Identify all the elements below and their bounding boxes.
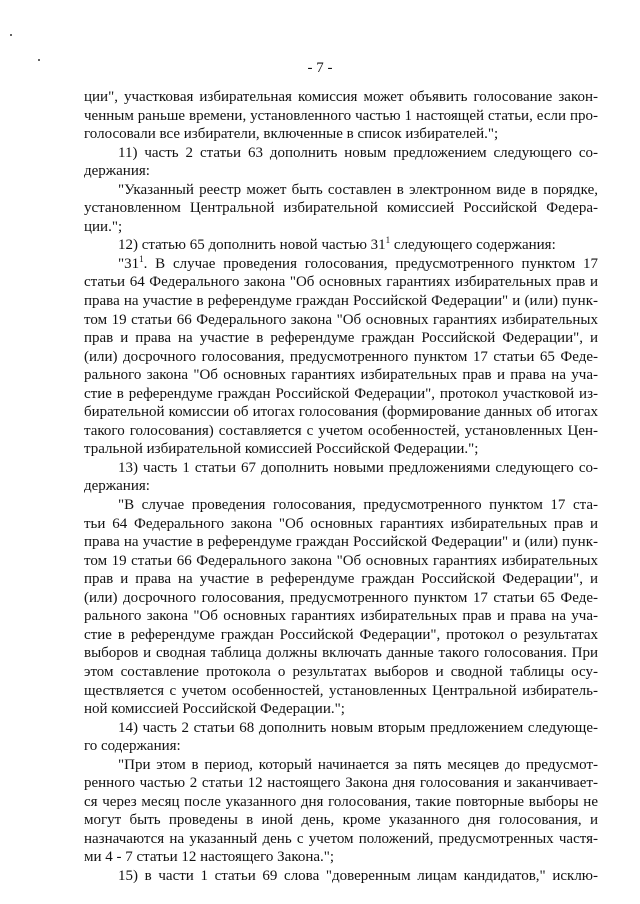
text-line: том 19 статьи 66 Федерального закона "Об основных гарантиях избирательных xyxy=(84,552,598,569)
text-line: (или) досрочного голосования, предусмотренного пунктом 17 статьи 65 Феде- xyxy=(84,589,598,606)
text-line: тральной избирательной комиссией Российской Федерации."; xyxy=(84,441,479,458)
text-line: прав и права на участие в референдуме граждан Российской Федерации", и xyxy=(84,571,598,588)
text-line: назначаются на указанный день с учетом положений, предусмотренных частя- xyxy=(84,830,598,847)
text-line: ной комиссией Российской Федерации."; xyxy=(84,701,345,718)
text-line: рального закона "Об основных гарантиях избирательных прав и права на уча- xyxy=(84,367,598,384)
superscript: 1 xyxy=(139,253,144,264)
text-line: права на участие в референдуме граждан Российской Федерации" и (или) пунк- xyxy=(84,293,598,310)
text-line xyxy=(84,236,598,255)
text-line: ренного частью 2 статьи 12 настоящего Закона дня голосования и заканчивает- xyxy=(84,775,598,792)
text-line: выборов и сводная таблица должны включать данные такого голосования. При xyxy=(84,645,598,662)
page-number: - 7 - xyxy=(307,60,333,76)
line-text: "31 xyxy=(118,255,140,272)
text-line: го содержания: xyxy=(84,738,181,755)
text-line: "Указанный реестр может быть составлен в электронном виде в порядке, xyxy=(118,181,598,198)
text-line: (или) досрочного голосования, предусмотренного пунктом 17 статьи 65 Феде- xyxy=(84,348,598,365)
text-line: 15) в части 1 статьи 69 слова "доверенным лицам кандидатов," исклю- xyxy=(118,867,598,884)
text-line: этом составление протокола о результатах выборов и сводной таблицы осу- xyxy=(84,663,598,680)
text-line: установленном Центральной избирательной комиссией Российской Федера- xyxy=(84,200,598,217)
text-line: 13) часть 1 статьи 67 дополнить новыми предложениями следующего со- xyxy=(118,459,598,476)
document-body xyxy=(84,88,598,886)
text-line: 11) часть 2 статьи 63 дополнить новым предложением следующего со- xyxy=(118,144,598,161)
text-line: права на участие в референдуме граждан Российской Федерации" и (или) пунк- xyxy=(84,534,598,551)
text-line: такого голосования) составляется с учетом особенностей, установленных Цен- xyxy=(84,422,598,439)
text-line: могут быть проведены в иной день, кроме указанного дня голосования, и xyxy=(84,812,598,829)
text-line: стие в референдуме граждан Российской Федерации", протокол о результатах xyxy=(84,626,598,643)
text-line: ми 4 - 7 статьи 12 настоящего Закона."; xyxy=(84,849,335,866)
text-line xyxy=(84,255,598,274)
text-line: ся через месяц после указанного дня голосования, такие повторные выборы не xyxy=(84,793,598,810)
text-line: голосовали все избиратели, включенные в список избирателей."; xyxy=(84,126,499,143)
text-line: ции."; xyxy=(84,218,123,235)
text-line: держания: xyxy=(84,163,150,180)
line-text: 12) статью 65 дополнить новой частью 31 xyxy=(118,237,386,254)
text-line: стие в референдуме граждан Российской Федерации", протокол участковой из- xyxy=(84,385,598,402)
text-line: "При этом в период, который начинается за пять месяцев до предусмот- xyxy=(118,756,598,773)
scan-speck xyxy=(10,34,12,36)
superscript: 1 xyxy=(385,235,391,246)
text-line: том 19 статьи 66 Федерального закона "Об основных гарантиях избирательных xyxy=(84,311,598,328)
text-line: рального закона "Об основных гарантиях избирательных прав и права на уча- xyxy=(84,608,598,625)
text-line: "В случае проведения голосования, предусмотренного пунктом 17 ста- xyxy=(118,497,598,514)
text-line: ченным раньше времени, установленного частью 1 настоящей статьи, если про- xyxy=(84,107,598,124)
text-line: бирательной комиссии об итогах голосования (формирование данных об итогах xyxy=(84,404,598,421)
text-line: статьи 64 Федерального закона "Об основных гарантиях избирательных прав и xyxy=(84,274,598,291)
text-line: держания: xyxy=(84,478,150,495)
text-line: прав и права на участие в референдуме граждан Российской Федерации", и xyxy=(84,330,598,347)
text-line: ществляется с учетом особенностей, установленных Центральной избиратель- xyxy=(84,682,598,699)
text-line: ции", участковая избирательная комиссия может объявить голосование закон- xyxy=(84,89,598,105)
line-text: следующего содержания: xyxy=(390,237,556,254)
line-text: . В случае проведения голосования, предусмотренного пунктом 17 xyxy=(143,255,598,272)
text-line: 14) часть 2 статьи 68 дополнить новым вторым предложением следующе- xyxy=(118,719,598,736)
text-line: тьи 64 Федерального закона "Об основных гарантиях избирательных прав и xyxy=(84,515,598,532)
